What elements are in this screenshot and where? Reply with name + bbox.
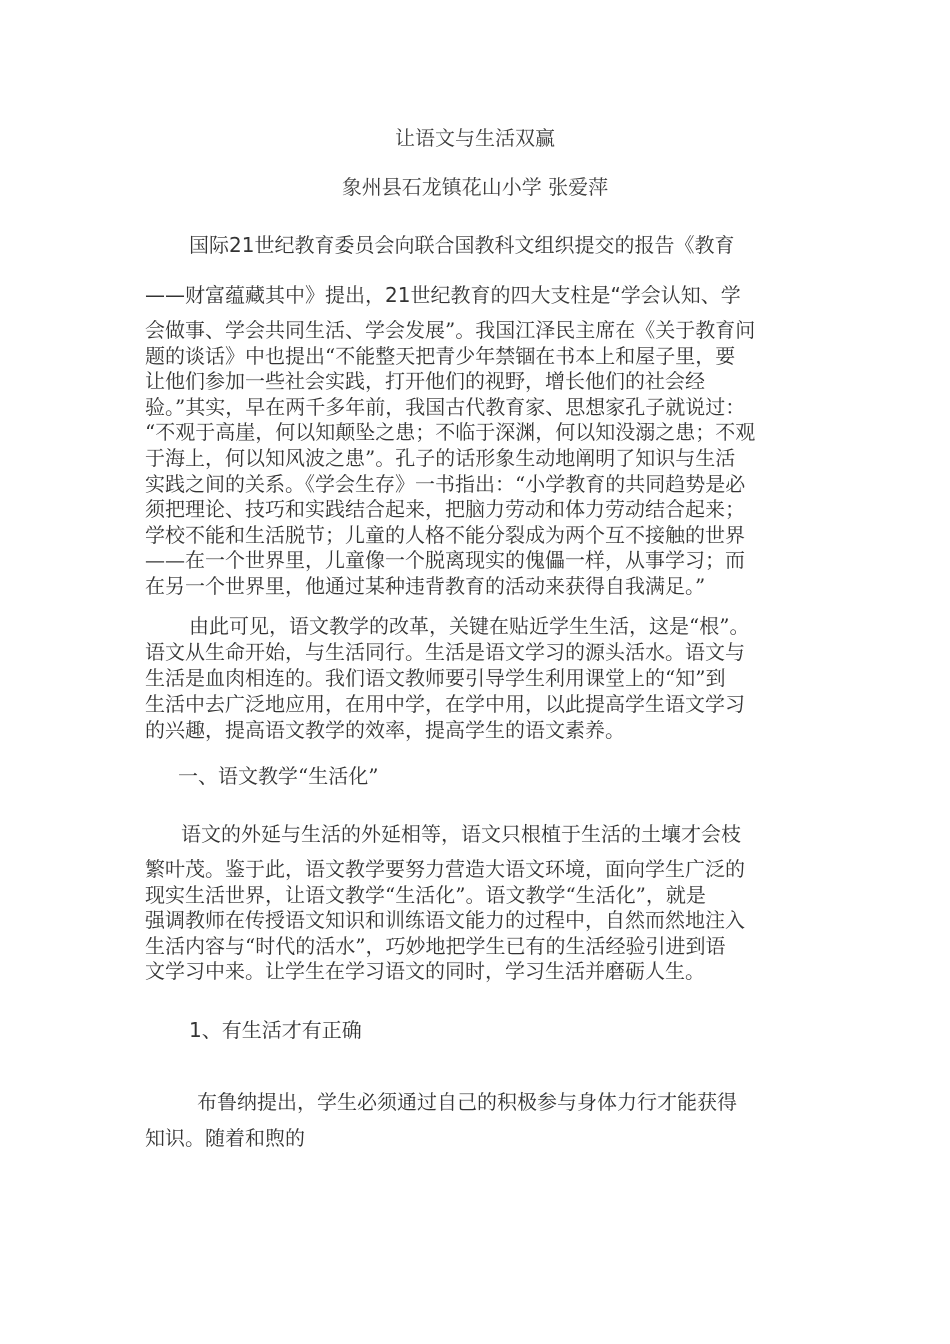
section1-paragraph [145,857,810,985]
intro-second-line-block [145,280,810,310]
paragraph-line: ——在一个世界里，儿童像一个脱离现实的傀儡一样，从事学习；而 [145,548,745,573]
last-paragraph-second-line: 知识。随着和煦的 [145,1126,305,1150]
paragraph-line: 须把理论、技巧和实践结合起来，把脑力劳动和体力劳动结合起来； [145,497,745,522]
paragraph-line: 现实生活世界，让语文教学“生活化”。语文教学“生活化”，就是 [145,882,706,907]
paragraph-line: 繁叶茂。鉴于此，语文教学要努力营造大语文环境，面向学生广泛的 [145,857,745,881]
paragraph-line: 会做事、学会共同生活、学会发展”。我国江泽民主席在《关于教育问 [145,318,756,342]
paragraph-line: 在另一个世界里，他通过某种违背教育的活动来获得自我满足。” [145,573,706,598]
last-paragraph-first-line-block [145,1087,810,1117]
section-heading: 一、语文教学“生活化” [178,764,379,788]
subheading: 1、有生活才有正确 [189,1018,362,1042]
section1-first-line-block [145,819,810,849]
paragraph-line: 验。”其实，早在两千多年前，我国古代教育家、思想家孔子就说过： [145,394,746,419]
paragraph-line: 生活是血肉相连的。我们语文教师要引导学生利用课堂上的“知”到 [145,666,726,690]
paragraph-line: 由此可见，语文教学的改革，关键在贴近学生生活，这是“根”。 [189,614,750,638]
last-paragraph-second-line-block [145,1123,810,1153]
paragraph-line: “不观于高崖，何以知颠坠之患；不临于深渊，何以知没溺之患；不观 [145,420,756,445]
paragraph-line: 文学习中来。让学生在学习语文的同时，学习生活并磨砺人生。 [145,959,705,984]
paragraph-line: 生活内容与“时代的活水”，巧妙地把学生已有的生活经验引进到语 [145,933,726,958]
paragraph-line: 于海上，何以知风波之患”。孔子的话形象生动地阐明了知识与生活 [145,445,736,470]
paragraph-line: 生活中去广泛地应用，在用中学，在学中用，以此提高学生语文学习 [145,692,745,716]
paragraph-line: 实践之间的关系。《学会生存》一书指出：“小学教育的共同趋势是必 [145,471,746,496]
intro-first-line: 国际21世纪教育委员会向联合国教科文组织提交的报告《教育 [189,233,735,257]
paragraph-line: 学校不能和生活脱节；儿童的人格不能分裂成为两个互不接触的世界 [145,522,745,547]
intro-first-line-block [145,230,810,260]
last-paragraph-first-line: 布鲁纳提出，学生必须通过自己的积极参与身体力行才能获得 [197,1090,737,1114]
author-line: 象州县石龙镇花山小学 张爱萍 [341,175,609,199]
paragraph-line: 题的谈话》中也提出“不能整天把青少年禁锢在书本上和屋子里，要 [145,343,736,368]
intro-paragraph [145,318,810,600]
paragraph-line: 强调教师在传授语文知识和训练语文能力的过程中，自然而然地注入 [145,908,745,933]
paragraph-line: 语文从生命开始，与生活同行。生活是语文学习的源头活水。语文与 [145,640,745,664]
intro-second-line: ——财富蕴藏其中》提出，21世纪教育的四大支柱是“学会认知、学 [145,283,741,307]
document-title: 让语文与生活双赢 [395,126,555,150]
section1-first-line: 语文的外延与生活的外延相等，语文只根植于生活的土壤才会枝 [181,822,741,846]
paragraph-line: 的兴趣，提高语文教学的效率，提高学生的语文素养。 [145,718,625,742]
paragraph-line: 让他们参加一些社会实践，打开他们的视野，增长他们的社会经 [145,369,705,394]
paragraph-2 [145,613,810,743]
